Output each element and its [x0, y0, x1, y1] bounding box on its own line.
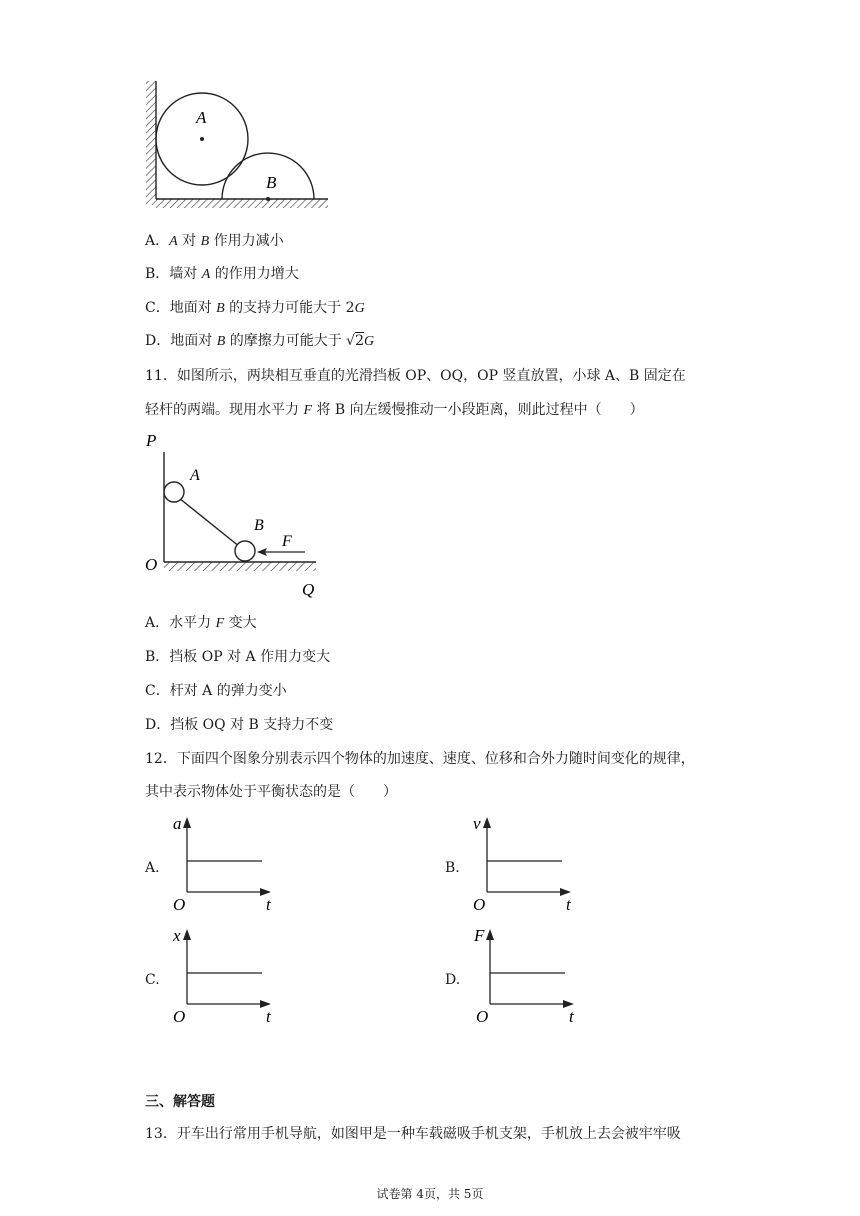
label-o: O — [145, 555, 158, 574]
q10-figure — [140, 75, 340, 215]
q10-option-a: A．A 对 B 作用力减小 — [145, 233, 284, 249]
label-a: A — [190, 467, 200, 484]
q12-graph-a — [165, 812, 285, 917]
y-arrow — [183, 817, 191, 828]
q11-line-2: 轻杆的两端。现用水平力 F 将 B 向左缓慢推动一小段距离，则此过程中（ ） — [145, 402, 644, 418]
y-label: x — [173, 926, 181, 945]
y-arrow — [183, 929, 191, 940]
y-label: v — [473, 814, 481, 833]
q12-option-b-label: B. — [445, 860, 460, 876]
q10-option-c: C．地面对 B 的支持力可能大于 2G — [145, 300, 365, 316]
origin-label: O — [473, 895, 486, 914]
q12-graph-d — [468, 924, 588, 1029]
y-arrow — [483, 817, 491, 828]
board-oq-hatching — [164, 562, 316, 571]
q11-option-a: A．水平力 F 变大 — [145, 615, 257, 631]
q12-option-d-label: D. — [445, 972, 461, 988]
label-a: A — [196, 108, 207, 127]
ball-a — [164, 482, 184, 502]
ball-b — [235, 541, 255, 561]
q12-line-2: 其中表示物体处于平衡状态的是（ ） — [145, 784, 397, 800]
origin-label: O — [476, 1007, 489, 1026]
q12-line-1: 12．下面四个图象分别表示四个物体的加速度、速度、位移和合外力随时间变化的规律， — [145, 751, 695, 767]
ball-a-center — [200, 137, 204, 141]
q10-option-d: D．地面对 B 的摩擦力可能大于 √2G — [145, 333, 375, 349]
section-title: 三、解答题 — [145, 1094, 215, 1110]
y-label: a — [173, 814, 182, 833]
q11-line-1: 11．如图所示，两块相互垂直的光滑挡板 OP、OQ，OP 竖直放置，小球 A、B 固定在 — [145, 368, 686, 384]
q11-option-c: C．杆对 A 的弹力变小 — [145, 683, 287, 699]
light-rod — [174, 494, 245, 551]
q12-graph-b — [465, 812, 585, 917]
x-label: t — [266, 1007, 271, 1026]
q12-option-a-label: A. — [145, 860, 160, 876]
label-b: B — [266, 173, 277, 192]
q10-option-b: B．墙对 A 的作用力增大 — [145, 266, 299, 282]
q11-option-b: B．挡板 OP 对 A 作用力变大 — [145, 649, 331, 665]
half-cylinder-b-center — [266, 197, 270, 201]
q12-graph-c — [165, 924, 285, 1029]
label-p: P — [146, 431, 157, 450]
q11-option-d: D．挡板 OQ 对 B 支持力不变 — [145, 717, 334, 733]
x-label: t — [569, 1007, 574, 1026]
label-f: F — [282, 533, 292, 550]
label-b: B — [254, 517, 264, 534]
x-label: t — [566, 895, 571, 914]
page-footer: 试卷第 4页，共 5页 — [376, 1187, 484, 1201]
q12-option-c-label: C. — [145, 972, 160, 988]
ground-hatching — [156, 199, 328, 208]
origin-label: O — [173, 895, 186, 914]
wall-hatching — [146, 81, 156, 205]
q11-figure — [140, 430, 330, 600]
origin-label: O — [173, 1007, 186, 1026]
sqrt-sign: √ — [346, 333, 356, 349]
q13-line-1: 13．开车出行常用手机导航，如图甲是一种车载磁吸手机支架，手机放上去会被牢牢吸 — [145, 1126, 681, 1142]
y-label: F — [474, 926, 485, 945]
y-arrow — [486, 929, 494, 940]
x-label: t — [266, 895, 271, 914]
label-q: Q — [302, 580, 315, 599]
